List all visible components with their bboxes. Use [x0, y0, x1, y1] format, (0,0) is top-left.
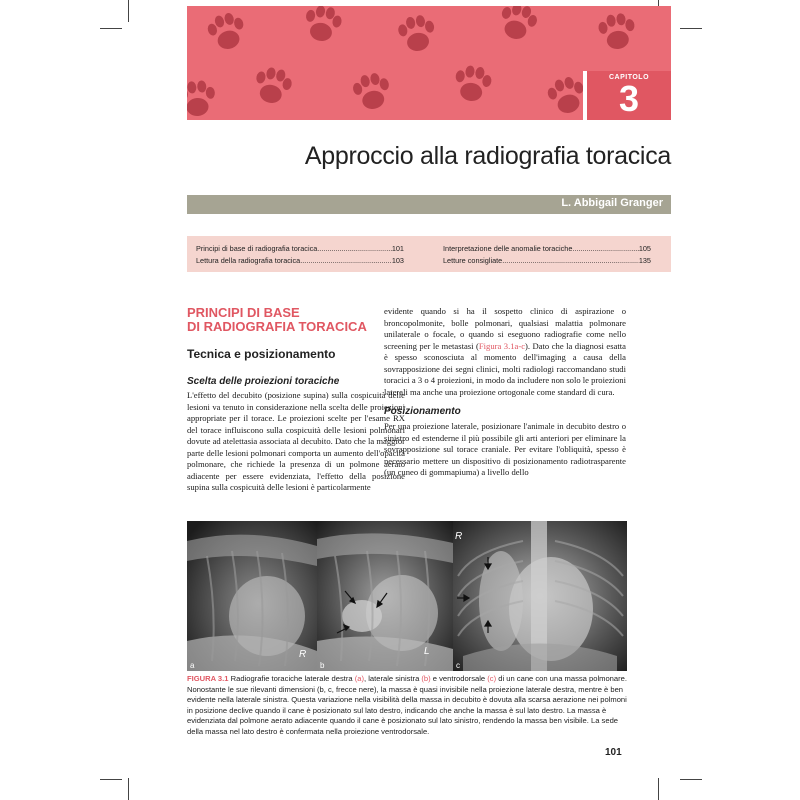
- contents-column-left: [196, 243, 404, 266]
- author-bar: [187, 195, 671, 214]
- body-paragraph: Per una proiezione laterale, posizionare l'animale in decubito destro o sinistro ed estenderne il più possibile gli arti anteriori per eliminare la sovrapposizione sul torace craniale. Per evitare l'obliquità, spesso è necessario mettere un dispositivo di posizionamento radiotrasparente (un cuneo di gommapiuma) a livello dello: [384, 421, 626, 477]
- crop-mark: [658, 778, 659, 800]
- crop-mark: [100, 779, 122, 780]
- crop-mark: [680, 779, 702, 780]
- chapter-badge: [587, 71, 671, 120]
- contents-entry[interactable]: Interpretazione delle anomalie toraciche ..... 105: [443, 243, 651, 255]
- figure-caption: FIGURA 3.1 Radiografie toraciche laterale destra (a), laterale sinistra (b) e ventrodorsale (c) di un cane con una massa polmonare. Nonostante le sue rilevanti dimensioni (b, c, frecce nere), la massa è quasi invisibile nella proiezione laterale destra, mentre è ben evidente nella laterale sinistra. Questa variazione nella visibilità della massa in decubito è dovuta alla scarsa aerazione nei polmoni in posizione declive quando il cane è posizionato sul lato destro, indicando che anche la massa è sul lato destro. La massa è evidenziata dal polmone aerato adiacente quando il cane è posizionato sul lato sinistro, rendendo la massa ben visibile. La sede della massa nel lato destro è confermata nella proiezione ventrodorsale.: [187, 674, 627, 736]
- body-paragraph: L'effetto del decubito (posizione supina) sulla cospicuità delle lesioni va tenuto in considerazione nella scelta delle proiezioni appropriate per il torace. Le proiezioni scelte per l'esame RX del torace influiscono sulla cospicuità delle lesioni polmonari dovute ad atelettasia associata al decubito. Dato che la maggior parte delle lesioni polmonari comporta un aumento dell'opacità polmonare, che richiede la presenza di un polmone aerato adiacente per essere evidenziata, l'effetto della posizione supina sulla cospicuità delle lesioni è particolarmente: [187, 390, 405, 492]
- author-name: L. Abbigail Granger: [561, 197, 663, 209]
- body-paragraph: evidente quando si ha il sospetto clinico di aspirazione o broncopolmonite, bolle polmonari, qualsiasi malattia polmonare unilaterale o focale, o quando si eseguono radiografie come nello screening per le metastasi (Figura 3.1a-c). Dato che la diagnosi esatta è spesso sconosciuta al momento dell'imaging a causa della sovrapposizione dei segni clinici, molti radiologi raccomandano studi toracici a 3 o 4 proiezioni, in modo da includere non solo le proiezioni laterali ma anche una proiezione ortogonale come standard di cura.: [384, 306, 626, 397]
- chapter-number: 3: [618, 78, 640, 119]
- crop-mark: [680, 28, 702, 29]
- text-column-right: [384, 306, 626, 479]
- crop-mark: [100, 28, 122, 29]
- subsubsection-heading: Scelta delle proiezioni toraciche: [187, 376, 340, 387]
- crop-mark: [128, 778, 129, 800]
- panel-label: c: [456, 661, 460, 670]
- page-number: 101: [605, 747, 622, 758]
- chapter-title: Approccio alla radiografia toracica: [304, 142, 671, 170]
- crop-mark: [128, 0, 129, 22]
- panel-label: a: [190, 661, 195, 670]
- radiograph-panel-c: R c: [453, 521, 627, 671]
- contents-entry[interactable]: Letture consigliate ..... 135: [443, 255, 651, 267]
- radiograph-panel-a: R a: [187, 521, 317, 671]
- subsubsection-heading: Posizionamento: [384, 406, 461, 417]
- contents-entry[interactable]: Lettura della radiografia toracica ..... 103: [196, 255, 404, 267]
- subsection-heading: Tecnica e posizionamento: [187, 347, 336, 361]
- text-column-left: [187, 306, 405, 494]
- figure-reference-link[interactable]: Figura 3.1a-c: [478, 340, 526, 351]
- panel-label: b: [320, 661, 325, 670]
- contents-entry[interactable]: Principi di base di radiografia toracica ..... 101: [196, 243, 404, 255]
- section-heading: PRINCIPI DI BASE DI RADIOGRAFIA TORACICA: [187, 305, 367, 334]
- chapter-contents: [187, 236, 671, 272]
- contents-column-right: [443, 243, 651, 266]
- chapter-label: CAPITOLO: [608, 74, 650, 81]
- radiograph-panel-b: L b: [317, 521, 453, 671]
